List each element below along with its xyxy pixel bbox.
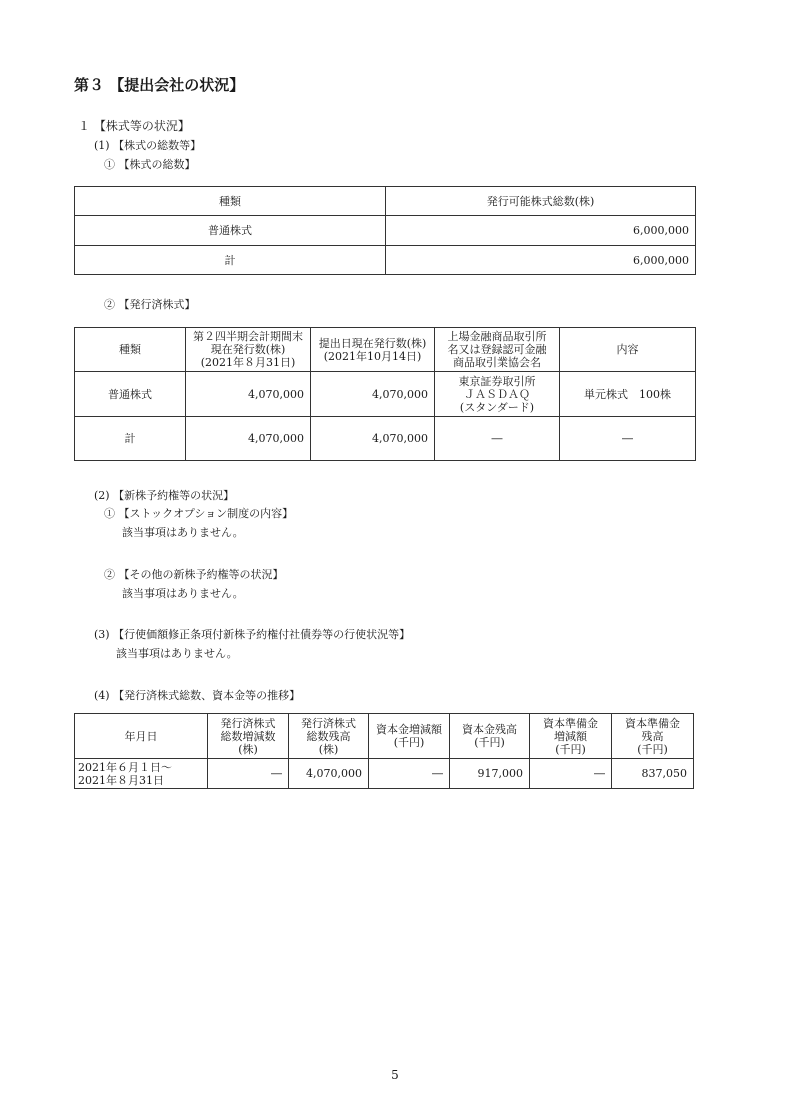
not-applicable-text: 該当事項はありません。 — [122, 587, 244, 600]
table-cell: 計 — [75, 246, 386, 275]
table-cell: 837,050 — [612, 759, 694, 789]
table-header: 発行済株式 総数残高 (株) — [289, 714, 369, 759]
subsection-capital-changes: (4) 【発行済株式総数、資本金等の推移】 — [94, 689, 301, 702]
not-applicable-text: 該当事項はありません。 — [116, 647, 238, 660]
table-cell: 6,000,000 — [386, 246, 696, 275]
table-header: 内容 — [560, 328, 696, 372]
table-cell: ― — [435, 417, 560, 461]
table-header: 発行可能株式総数(株) — [386, 187, 696, 216]
issued-shares-table — [74, 327, 696, 461]
table-cell: ― — [208, 759, 289, 789]
table-header: 種類 — [75, 187, 386, 216]
subsection-exercise-status: (3) 【行使価額修正条項付新株予約権付社債券等の行使状況等】 — [94, 628, 411, 641]
table-cell: 4,070,000 — [311, 417, 435, 461]
table-cell: ― — [369, 759, 450, 789]
table-cell: 4,070,000 — [289, 759, 369, 789]
table-cell: 6,000,000 — [386, 216, 696, 246]
table-row — [75, 417, 696, 461]
table-cell: ― — [530, 759, 612, 789]
subsection-stock-acquisition-rights: (2) 【新株予約権等の状況】 — [94, 489, 235, 502]
table-cell: 東京証券取引所 ＪＡＳＤＡＱ (スタンダード) — [435, 372, 560, 417]
table-header: 種類 — [75, 328, 186, 372]
table-row — [75, 216, 696, 246]
table-row — [75, 759, 694, 789]
table-cell: 計 — [75, 417, 186, 461]
capital-changes-table — [74, 713, 694, 789]
table-header: 資本準備金 増減額 (千円) — [530, 714, 612, 759]
subsection-total-shares: (1) 【株式の総数等】 — [94, 139, 202, 152]
table-cell: 4,070,000 — [186, 372, 311, 417]
table-row — [75, 372, 696, 417]
subsection-issued-shares: ② 【発行済株式】 — [104, 298, 196, 311]
subsection-stock-option: ① 【ストックオプション制度の内容】 — [104, 507, 294, 520]
subsection-other-rights: ② 【その他の新株予約権等の状況】 — [104, 568, 284, 581]
authorized-shares-table — [74, 186, 696, 275]
subsection-total-shares-authorized: ① 【株式の総数】 — [104, 158, 196, 171]
not-applicable-text: 該当事項はありません。 — [122, 526, 244, 539]
table-header: 提出日現在発行数(株) (2021年10月14日) — [311, 328, 435, 372]
table-cell: 4,070,000 — [186, 417, 311, 461]
table-cell: 普通株式 — [75, 372, 186, 417]
section-title-stock-status: １ 【株式等の状況】 — [78, 119, 190, 133]
table-header: 年月日 — [75, 714, 208, 759]
table-cell: 2021年６月１日～ 2021年８月31日 — [75, 759, 208, 789]
table-header: 第２四半期会計期間末 現在発行数(株) (2021年８月31日) — [186, 328, 311, 372]
page-heading: 第３ 【提出会社の状況】 — [74, 76, 245, 94]
table-row — [75, 246, 696, 275]
table-cell: 4,070,000 — [311, 372, 435, 417]
table-cell: 普通株式 — [75, 216, 386, 246]
table-header: 資本金増減額 (千円) — [369, 714, 450, 759]
table-header: 資本準備金 残高 (千円) — [612, 714, 694, 759]
table-header: 資本金残高 (千円) — [450, 714, 530, 759]
table-header: 発行済株式 総数増減数 (株) — [208, 714, 289, 759]
table-header: 上場金融商品取引所 名又は登録認可金融 商品取引業協会名 — [435, 328, 560, 372]
table-cell: 単元株式 100株 — [560, 372, 696, 417]
table-cell: 917,000 — [450, 759, 530, 789]
page-number: 5 — [391, 1068, 399, 1082]
table-cell: ― — [560, 417, 696, 461]
